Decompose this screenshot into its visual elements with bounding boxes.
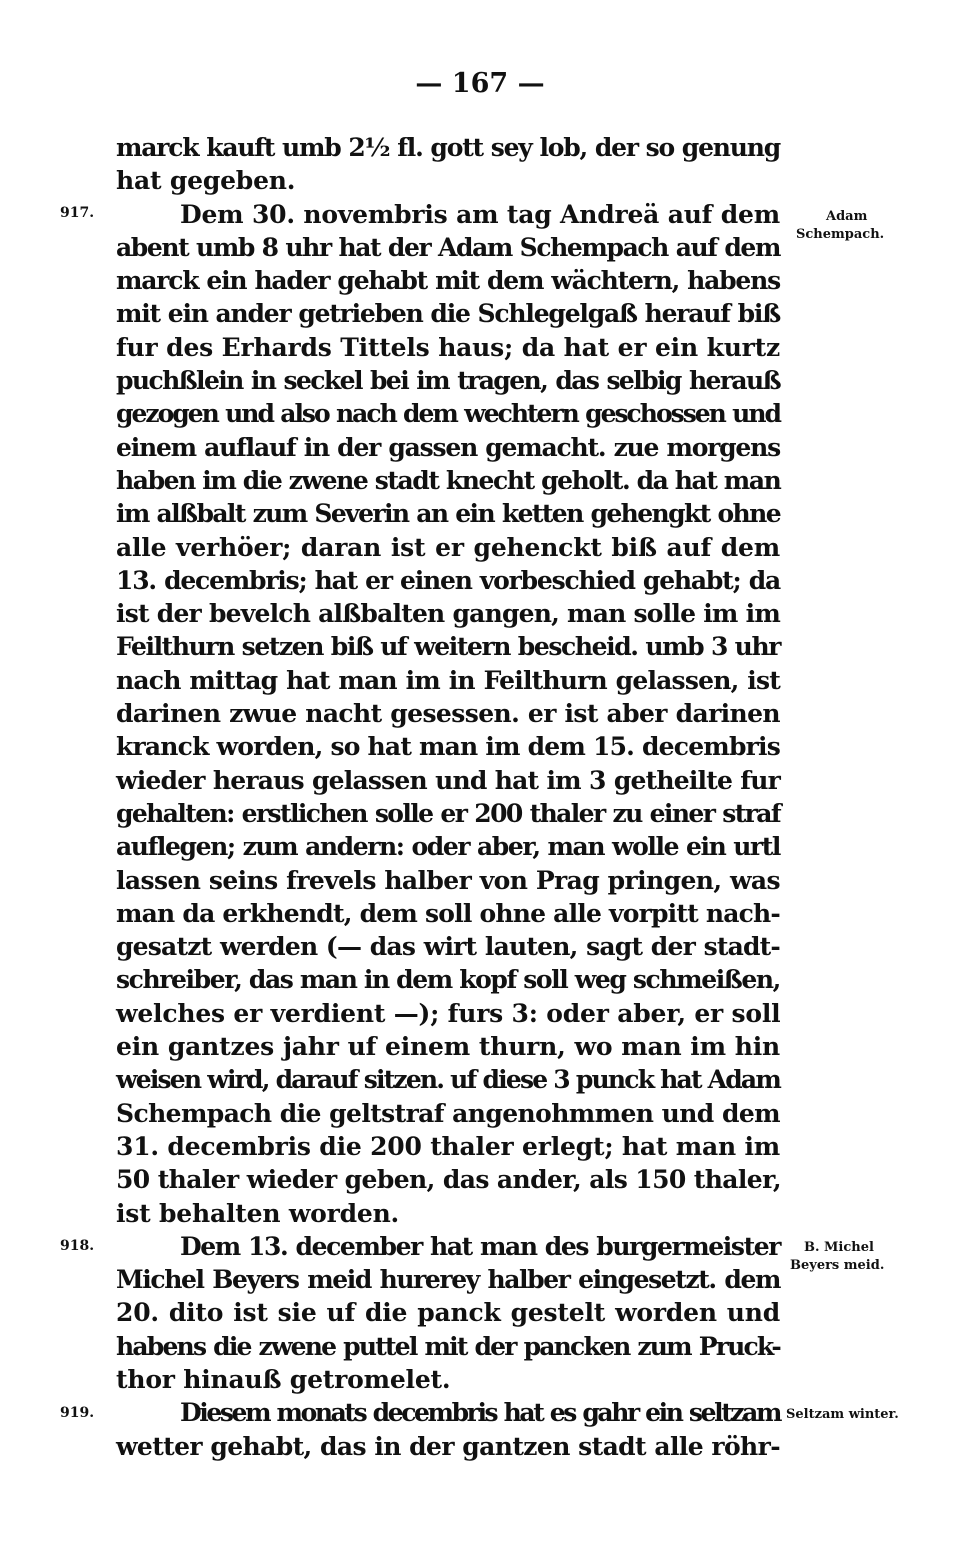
text-line: Dem 13. december hat man des burgermeister <box>180 1231 780 1261</box>
text-line: marck kauft umb 2½ fl. gott sey lob, der so genung <box>116 133 780 162</box>
text-line: Dem 30. novembris am tag Andreä auf dem <box>180 199 780 229</box>
text-line: auflegen; zum andern: oder aber, man wolle ein urtl <box>116 832 780 862</box>
text-line: Michel Beyers meid hurerey halber eingesetzt. dem <box>116 1265 780 1295</box>
body-text <box>116 131 780 1463</box>
text-line: wieder heraus gelassen und hat im 3 getheilte fur <box>116 765 780 795</box>
text-line: einem auflauf in der gassen gemacht. zue morgens <box>116 432 780 462</box>
margin-note-line: Schempach. <box>796 227 885 242</box>
text-line: fur des Erhards Tittels haus; da hat er ein kurtz <box>116 332 780 362</box>
text-line: weisen wird, darauf sitzen. uf diese 3 punck hat Adam <box>116 1065 780 1095</box>
text-line: 20. dito ist sie uf die panck gestelt worden und <box>116 1298 780 1328</box>
text-line: ist der bevelch alßbalten gangen, man solle im im <box>116 599 780 629</box>
entry-number: 917. <box>60 205 95 221</box>
text-line: Schempach die geltstraf angenohmmen und dem <box>116 1098 780 1128</box>
text-line: Feilthurn setzen biß uf weitern bescheid. umb 3 uhr <box>116 632 780 662</box>
margin-note-line: Beyers meid. <box>790 1258 885 1273</box>
text-line: mit ein ander getrieben die Schlegelgaß herauf biß <box>116 299 780 329</box>
text-line: ein gantzes jahr uf einem thurn, wo man im hin <box>116 1032 780 1062</box>
text-line: man da erkhendt, dem soll ohne alle vorpitt nach- <box>116 898 780 928</box>
text-line: nach mittag hat man im in Feilthurn gelassen, ist <box>116 665 780 695</box>
margin-note-line: B. Michel <box>804 1240 874 1255</box>
text-line: kranck worden, so hat man im dem 15. decembris <box>116 732 780 762</box>
text-line: 50 thaler wieder geben, das ander, als 150 thaler, <box>116 1165 781 1195</box>
entry-number: 919. <box>60 1405 95 1421</box>
text-line: hat gegeben. <box>116 166 296 196</box>
text-line: marck ein hader gehabt mit dem wächtern, habens <box>116 266 780 296</box>
text-line: im alßbalt zum Severin an ein ketten gehengkt ohne <box>116 499 780 529</box>
text-line: gehalten: erstlichen solle er 200 thaler zu einer straf <box>116 798 780 828</box>
margin-note <box>784 208 954 244</box>
text-line: gesatzt werden (— das wirt lauten, sagt der stadt- <box>116 932 780 962</box>
text-line: ist behalten worden. <box>116 1198 400 1228</box>
margin-note <box>784 1239 954 1275</box>
margin-note-line: Adam <box>826 209 868 224</box>
text-line: haben im die zwene stadt knecht geholt. da hat man <box>116 465 781 495</box>
text-line: thor hinauß getromelet. <box>116 1364 451 1394</box>
text-line: alle verhöer; daran ist er gehenckt biß auf dem <box>116 532 780 562</box>
margin-note <box>784 1406 954 1424</box>
text-line: gezogen und also nach dem wechtern geschossen und <box>116 399 780 429</box>
text-line: habens die zwene puttel mit der pancken zum Pruck- <box>116 1331 780 1361</box>
text-line: darinen zwue nacht gesessen. er ist aber darinen <box>116 699 780 729</box>
margin-note-line: Seltzam winter. <box>786 1407 899 1422</box>
text-line: lassen seins frevels halber von Prag pringen, was <box>116 865 780 895</box>
text-line: puchßlein in seckel bei im tragen, das selbig herauß <box>116 366 780 396</box>
text-line: 31. decembris die 200 thaler erlegt; hat man im <box>116 1131 780 1161</box>
text-line: Diesem monats decembris hat es gahr ein seltzam <box>180 1398 780 1428</box>
text-line: wetter gehabt, das in der gantzen stadt alle röhr- <box>116 1431 780 1461</box>
entry-number: 918. <box>60 1238 95 1254</box>
text-line: 13. decembris; hat er einen vorbeschied gehabt; da <box>116 565 780 595</box>
text-line: schreiber, das man in dem kopf soll weg schmeißen, <box>116 965 780 995</box>
text-line: abent umb 8 uhr hat der Adam Schempach auf dem <box>116 232 780 262</box>
text-line: welches er verdient —); furs 3: oder aber, er soll <box>116 998 781 1028</box>
page-number: — 167 — <box>415 68 545 99</box>
